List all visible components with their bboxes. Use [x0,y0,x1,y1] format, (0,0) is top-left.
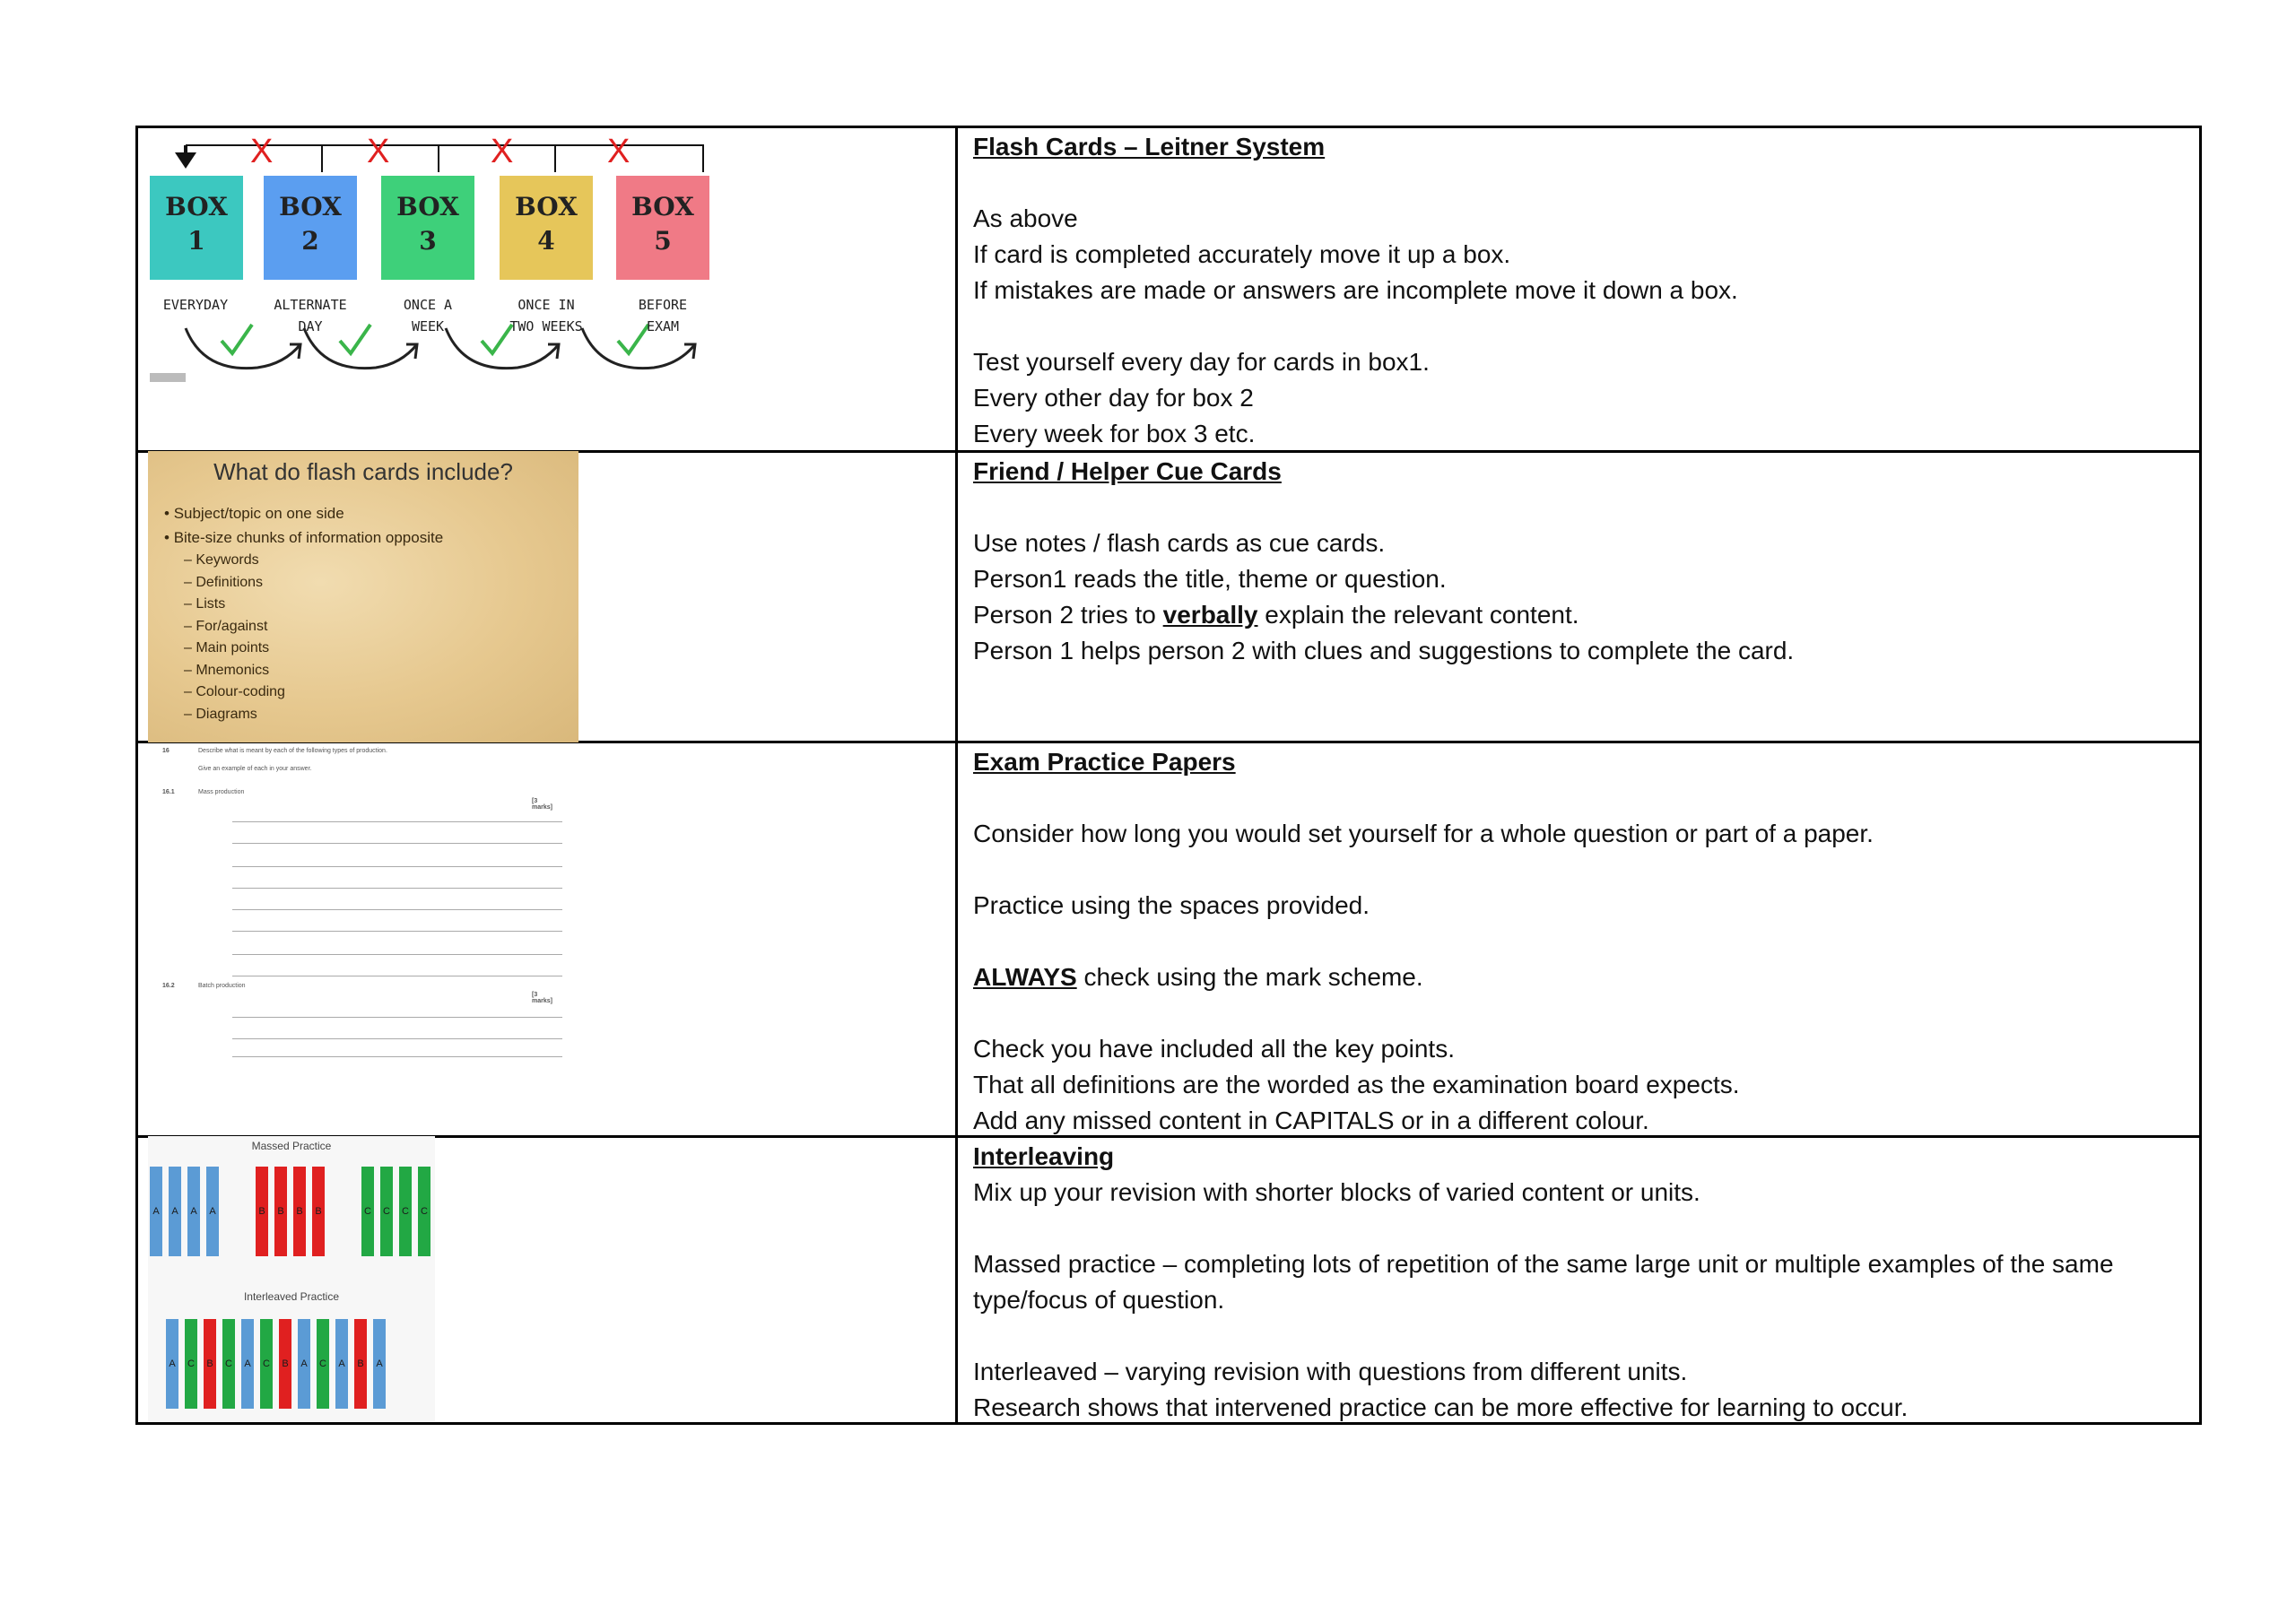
text-line: As above [973,204,1078,232]
interleaving-diagram [148,1136,435,1421]
box-title: BOX [165,192,228,221]
table-border-right [2199,126,2202,1425]
section-heading: Flash Cards – Leitner System [973,133,1326,161]
text-line: ALWAYS check using the mark scheme. [973,963,1423,991]
practice-bar: B [274,1167,287,1256]
box-label: ALTERNATE DAY [274,297,347,334]
question-number: 16 [162,748,170,754]
text-line: Every other day for box 2 [973,384,1254,412]
column-divider [955,126,958,1425]
table-border-left [135,126,138,1425]
box-label: BEFORE EXAM [638,297,688,334]
leitner-box [264,176,357,280]
practice-bar: C [399,1167,412,1256]
practice-bar: A [169,1167,181,1256]
list-item: – For/against [184,618,268,634]
practice-bar: C [317,1319,329,1409]
list-item: • Subject/topic on one side [164,505,344,522]
practice-bar: C [222,1319,235,1409]
box-number: 1 [187,226,205,256]
text-line: Interleaved – varying revision with questions from different units. [973,1358,1688,1385]
slide-title: What do flash cards include? [213,458,513,485]
practice-bar: A [241,1319,254,1409]
part-text: Batch production [198,983,246,989]
exam-papers-cell [973,744,2193,1139]
leitner-box [381,176,474,280]
red-x-icon: X [491,133,514,170]
revision-table [135,126,2202,1425]
text-line: Person1 reads the title, theme or question. [973,565,1447,593]
slide-list [164,501,443,725]
box-number: 5 [654,226,672,256]
box-number: 4 [537,226,555,256]
list-item: – Diagrams [184,706,257,722]
text-line: Check you have included all the key points. [973,1035,1455,1063]
part-text: Mass production [198,789,245,795]
text-line: Use notes / flash cards as cue cards. [973,529,1386,557]
box-label: ONCE IN TWO WEEKS [509,297,583,334]
part-marks: [3 marks] [532,992,552,1004]
box-number: 2 [301,226,319,256]
part-marks: [3 marks] [532,798,552,811]
list-item: – Main points [184,640,270,655]
cue-cards-cell [973,454,2193,669]
practice-bar: A [150,1167,162,1256]
flash-card-slide [148,451,578,742]
box-label: EVERYDAY [162,297,229,313]
practice-bar: A [206,1167,219,1256]
practice-bar: C [361,1167,374,1256]
practice-bar: A [335,1319,348,1409]
text-line: Person 2 tries to verbally explain the relevant content. [973,601,1579,629]
leitner-box [500,176,593,280]
practice-bar: B [312,1167,325,1256]
practice-bar: B [279,1319,291,1409]
list-item: – Keywords [184,552,259,568]
red-x-icon: X [607,133,631,170]
part-number: 16.2 [162,983,175,989]
slide-icon [150,373,186,382]
box-label: ONCE A WEEK [403,297,453,334]
part-number: 16.1 [162,789,175,795]
text-line: Practice using the spaces provided. [973,891,1370,919]
leitner-diagram [150,133,733,429]
list-item: – Mnemonics [184,662,270,678]
question-subtext: Give an example of each in your answer. [198,766,312,772]
practice-bar: A [373,1319,386,1409]
box-title: BOX [631,192,694,221]
text-line: Person 1 helps person 2 with clues and suggestions to complete the card. [973,637,1795,664]
list-item: – Lists [184,596,226,612]
practice-bar: A [166,1319,178,1409]
question-text: Describe what is meant by each of the following types of production. [198,748,387,754]
practice-bar: A [298,1319,310,1409]
practice-bar: C [418,1167,430,1256]
interleaved-label: Interleaved Practice [243,1290,340,1303]
section-heading: Interleaving [973,1142,1115,1170]
text-line: Consider how long you would set yourself for a whole question or part of a paper. [973,820,1874,847]
exam-paper-image [162,742,557,1065]
list-item: – Colour-coding [184,684,285,699]
leitner-box [150,176,243,280]
section-heading: Friend / Helper Cue Cards [973,457,1282,485]
practice-bar: A [187,1167,200,1256]
practice-bar: C [380,1167,393,1256]
box-number: 3 [419,226,437,256]
text-line: Every week for box 3 etc. [973,420,1256,447]
leitner-box [616,176,709,280]
text-line: Mix up your revision with shorter blocks of varied content or units. [973,1178,1700,1206]
practice-bar: B [204,1319,216,1409]
red-x-icon: X [367,133,390,170]
practice-bar: C [185,1319,197,1409]
section-heading: Exam Practice Papers [973,748,1236,776]
text-line: If mistakes are made or answers are incomplete move it down a box. [973,276,1738,304]
massed-label: Massed Practice [251,1140,332,1152]
practice-bar: B [256,1167,268,1256]
text-line: If card is completed accurately move it up a box. [973,240,1511,268]
text-line: Massed practice – completing lots of repetition of the same large unit or multiple examples of the same type/focus of question. [973,1250,2114,1314]
interleaving-cell [973,1139,2193,1426]
list-item: – Definitions [184,574,264,590]
text-line: Test yourself every day for cards in box1. [973,348,1430,376]
box-title: BOX [279,192,342,221]
table-border-top [135,126,2202,128]
text-line: That all definitions are the worded as the examination board expects. [973,1071,1740,1098]
text-line: Research shows that intervened practice can be more effective for learning to occur. [973,1393,1909,1421]
list-item: • Bite-size chunks of information opposite [164,529,444,546]
box-title: BOX [396,192,459,221]
text-line: Add any missed content in CAPITALS or in a different colour. [973,1107,1649,1134]
practice-bar: B [293,1167,306,1256]
flash-cards-cell [973,129,2193,452]
practice-bar: C [260,1319,273,1409]
red-x-icon: X [250,133,274,170]
practice-bar: B [354,1319,367,1409]
box-title: BOX [515,192,578,221]
